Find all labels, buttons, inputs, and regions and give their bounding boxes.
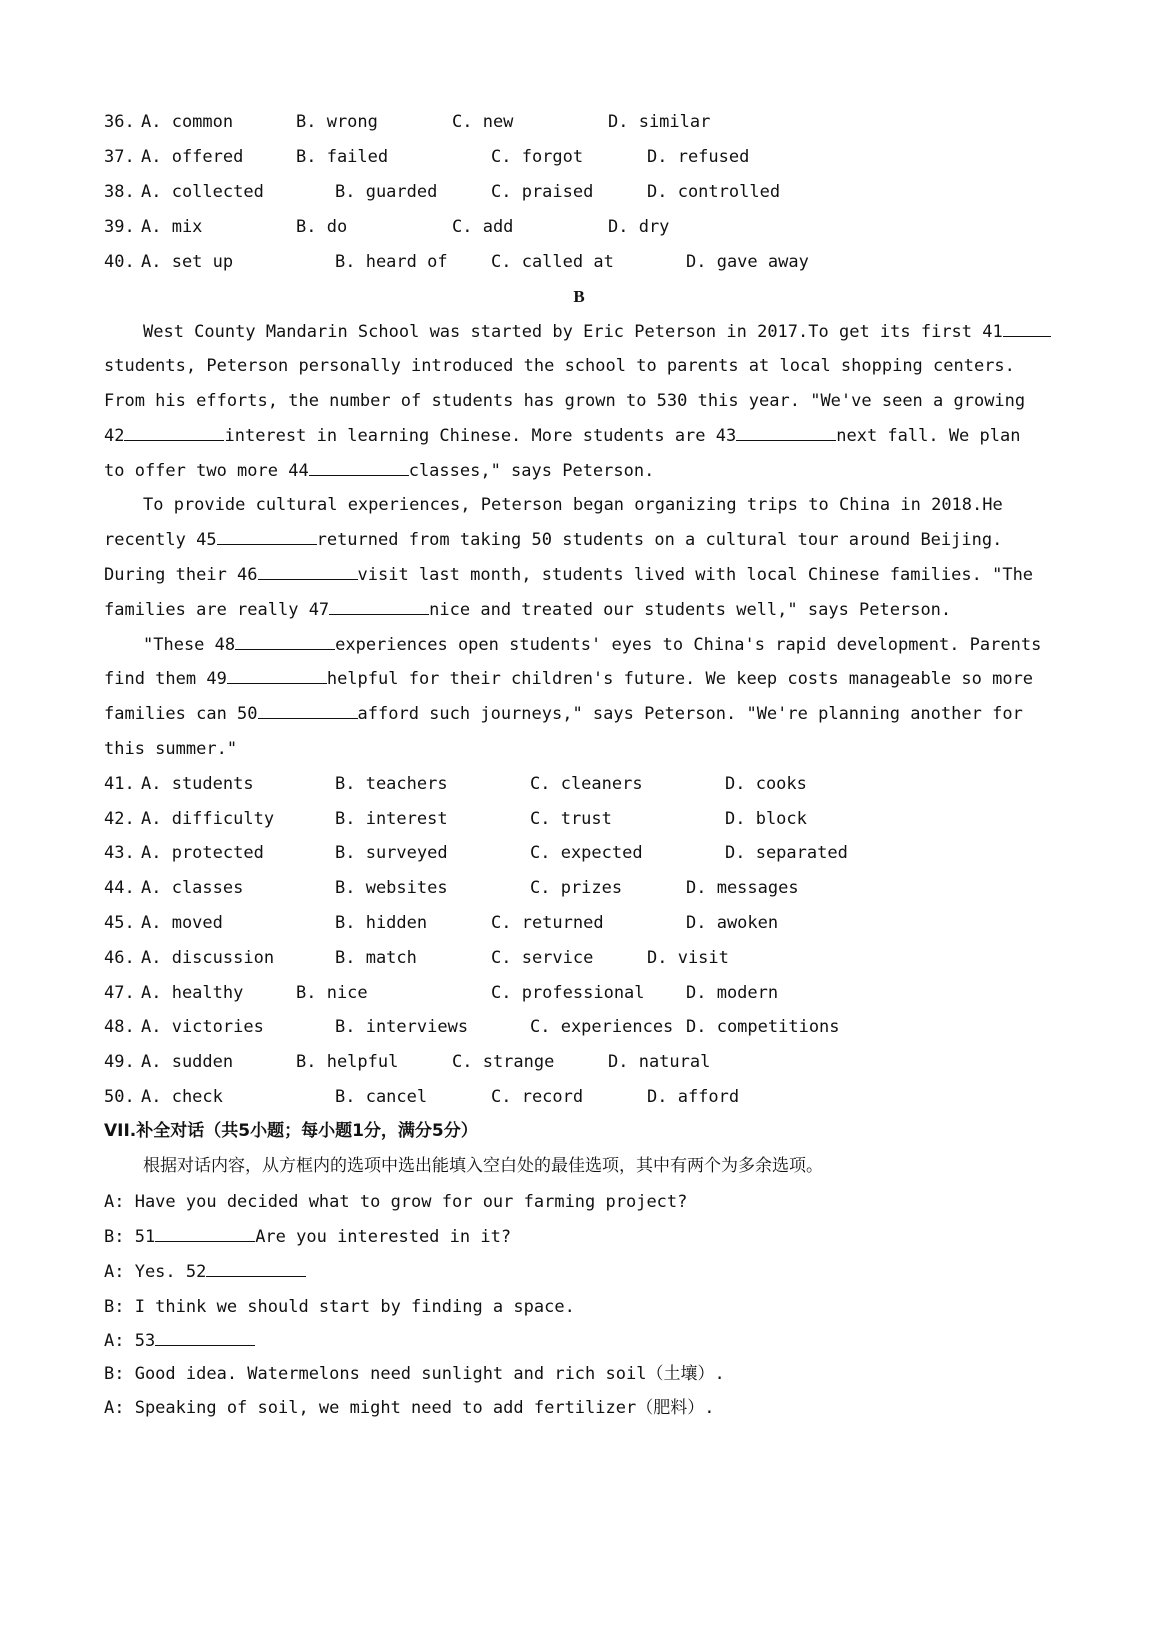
- question-number: 46.: [104, 948, 135, 968]
- option-row-46: [104, 943, 729, 973]
- section-b-title: B: [573, 287, 585, 306]
- option-c: C. record: [491, 1087, 584, 1107]
- dialogue-line: A: Have you decided what to grow for our farming project?: [104, 1192, 688, 1212]
- option-d: D. similar: [608, 112, 711, 132]
- passage-line: [104, 664, 1033, 694]
- option-c: C. new: [452, 112, 514, 132]
- question-number: 49.: [104, 1052, 135, 1072]
- option-c: C. experiences: [530, 1017, 674, 1037]
- option-a: A. students: [141, 774, 254, 794]
- question-number: 40.: [104, 252, 135, 272]
- passage-text: helpful for their children's future. We keep costs manageable so more: [326, 669, 1034, 689]
- blank-44[interactable]: [309, 457, 409, 476]
- passage-line: [104, 699, 1023, 729]
- dialogue-line: B: I think we should start by finding a space.: [104, 1297, 575, 1317]
- option-d: D. afford: [647, 1087, 740, 1107]
- option-a: A. moved: [141, 913, 223, 933]
- passage-line: [104, 525, 1002, 555]
- option-c: C. called at: [491, 252, 614, 272]
- option-a: A. classes: [141, 878, 244, 898]
- dialogue-line: A: Speaking of soil, we might need to add fertilizer（肥料）.: [104, 1398, 715, 1418]
- option-b: B. failed: [296, 147, 389, 167]
- option-c: C. trust: [530, 809, 612, 829]
- option-a: A. protected: [141, 843, 264, 863]
- blank-47[interactable]: [329, 596, 429, 615]
- option-a: A. sudden: [141, 1052, 234, 1072]
- passage-text: "These 48: [143, 635, 236, 655]
- option-b: B. cancel: [335, 1087, 428, 1107]
- option-c: C. service: [491, 948, 594, 968]
- question-number: 38.: [104, 182, 135, 202]
- dialogue-text: A: 53: [104, 1331, 156, 1351]
- option-b: B. wrong: [296, 112, 378, 132]
- dialogue-text: B: 51: [104, 1227, 156, 1247]
- option-b: B. helpful: [296, 1052, 399, 1072]
- option-row-44: [104, 873, 799, 903]
- question-number: 44.: [104, 878, 135, 898]
- passage-line: [104, 595, 951, 625]
- option-a: A. healthy: [141, 983, 244, 1003]
- blank-45[interactable]: [217, 526, 317, 545]
- blank-43[interactable]: [736, 422, 836, 441]
- option-a: A. victories: [141, 1017, 264, 1037]
- dialogue-line: [104, 1326, 255, 1356]
- blank-48[interactable]: [235, 631, 335, 650]
- option-b: B. interest: [335, 809, 448, 829]
- dialogue-line: B: Good idea. Watermelons need sunlight and rich soil（土壤）.: [104, 1364, 725, 1384]
- passage-text: families can 50: [104, 704, 258, 724]
- blank-49[interactable]: [227, 665, 327, 684]
- question-number: 37.: [104, 147, 135, 167]
- option-row-50: [104, 1082, 740, 1112]
- option-b: B. do: [296, 217, 348, 237]
- option-c: C. prizes: [530, 878, 623, 898]
- option-d: D. messages: [686, 878, 799, 898]
- question-number: 50.: [104, 1087, 135, 1107]
- passage-line: students, Peterson personally introduced the school to parents at local shopping centers.: [104, 356, 1015, 376]
- option-d: D. modern: [686, 983, 779, 1003]
- option-row-41: [104, 769, 807, 799]
- option-row-42: [104, 804, 807, 834]
- blank-42[interactable]: [124, 422, 224, 441]
- option-d: D. gave away: [686, 252, 809, 272]
- passage-text: classes," says Peterson.: [408, 461, 655, 481]
- option-b: B. teachers: [335, 774, 448, 794]
- passage-line: To provide cultural experiences, Peterson began organizing trips to China in 2018.He: [143, 495, 1003, 515]
- option-a: A. common: [141, 112, 234, 132]
- option-row-43: [104, 838, 848, 868]
- option-c: C. strange: [452, 1052, 555, 1072]
- option-c: C. add: [452, 217, 514, 237]
- option-a: A. difficulty: [141, 809, 275, 829]
- passage-text: West County Mandarin School was started by Eric Peterson in 2017.To get its first 41: [143, 322, 1003, 342]
- option-row-37: [104, 142, 750, 172]
- passage-text: interest in learning Chinese. More students are 43: [224, 426, 737, 446]
- question-number: 42.: [104, 809, 135, 829]
- passage-text: returned from taking 50 students on a cultural tour around Beijing.: [316, 530, 1003, 550]
- passage-text: afford such journeys," says Peterson. "We're planning another for: [357, 704, 1023, 724]
- option-a: A. mix: [141, 217, 203, 237]
- section-vii-heading: VII.补全对话（共5小题；每小题1分，满分5分）: [104, 1121, 478, 1141]
- option-a: A. collected: [141, 182, 264, 202]
- option-c: C. praised: [491, 182, 594, 202]
- option-d: D. cooks: [725, 774, 807, 794]
- option-d: D. natural: [608, 1052, 711, 1072]
- dialogue-line: [104, 1222, 511, 1252]
- option-c: C. forgot: [491, 147, 584, 167]
- dialogue-text: Are you interested in it?: [255, 1227, 512, 1247]
- section-vii-instruction: 根据对话内容，从方框内的选项中选出能填入空白处的最佳选项，其中有两个为多余选项。: [143, 1156, 823, 1176]
- option-c: C. professional: [491, 983, 645, 1003]
- option-b: B. match: [335, 948, 417, 968]
- question-number: 47.: [104, 983, 135, 1003]
- option-row-36: [104, 107, 711, 137]
- option-c: C. expected: [530, 843, 643, 863]
- dialogue-line: [104, 1257, 306, 1287]
- passage-line: [104, 421, 1020, 451]
- passage-line: [143, 317, 1051, 347]
- question-number: 45.: [104, 913, 135, 933]
- dialogue-text: A: Yes. 52: [104, 1262, 207, 1282]
- option-b: B. heard of: [335, 252, 448, 272]
- passage-text: visit last month, students lived with local Chinese families. "The: [357, 565, 1034, 585]
- option-b: B. interviews: [335, 1017, 469, 1037]
- passage-text: to offer two more 44: [104, 461, 309, 481]
- option-a: A. discussion: [141, 948, 275, 968]
- passage-line: this summer.": [104, 739, 238, 759]
- option-d: D. block: [725, 809, 807, 829]
- option-b: B. websites: [335, 878, 448, 898]
- blank-53[interactable]: [155, 1327, 255, 1346]
- blank-51[interactable]: [155, 1223, 255, 1242]
- question-number: 36.: [104, 112, 135, 132]
- option-a: A. set up: [141, 252, 234, 272]
- passage-text: nice and treated our students well," says Peterson.: [429, 600, 952, 620]
- option-b: B. guarded: [335, 182, 438, 202]
- option-row-38: [104, 177, 781, 207]
- option-row-47: [104, 978, 779, 1008]
- passage-text: find them 49: [104, 669, 227, 689]
- option-a: A. offered: [141, 147, 244, 167]
- option-row-40: [104, 247, 809, 277]
- passage-line: [104, 560, 1033, 590]
- option-a: A. check: [141, 1087, 223, 1107]
- option-d: D. controlled: [647, 182, 781, 202]
- passage-line: [143, 630, 1041, 660]
- passage-text: experiences open students' eyes to China's rapid development. Parents: [335, 635, 1042, 655]
- passage-text: families are really 47: [104, 600, 330, 620]
- passage-line: [104, 456, 654, 486]
- passage-text: recently 45: [104, 530, 217, 550]
- passage-text: During their 46: [104, 565, 258, 585]
- option-row-39: [104, 212, 670, 242]
- question-number: 41.: [104, 774, 135, 794]
- passage-text: 42: [104, 426, 125, 446]
- option-d: D. competitions: [686, 1017, 840, 1037]
- option-c: C. returned: [491, 913, 604, 933]
- question-number: 39.: [104, 217, 135, 237]
- option-d: D. dry: [608, 217, 670, 237]
- option-d: D. refused: [647, 147, 750, 167]
- option-row-45: [104, 908, 779, 938]
- option-d: D. separated: [725, 843, 848, 863]
- option-b: B. hidden: [335, 913, 428, 933]
- option-row-49: [104, 1047, 711, 1077]
- blank-46[interactable]: [258, 561, 358, 580]
- option-row-48: [104, 1012, 840, 1042]
- question-number: 43.: [104, 843, 135, 863]
- blank-50[interactable]: [258, 700, 358, 719]
- option-d: D. visit: [647, 948, 729, 968]
- blank-41[interactable]: [1003, 318, 1051, 337]
- option-b: B. surveyed: [335, 843, 448, 863]
- option-d: D. awoken: [686, 913, 779, 933]
- question-number: 48.: [104, 1017, 135, 1037]
- passage-text: next fall. We plan: [836, 426, 1021, 446]
- blank-52[interactable]: [206, 1258, 306, 1277]
- passage-line: From his efforts, the number of students has grown to 530 this year. "We've seen a growing: [104, 391, 1026, 411]
- option-c: C. cleaners: [530, 774, 643, 794]
- option-b: B. nice: [296, 983, 368, 1003]
